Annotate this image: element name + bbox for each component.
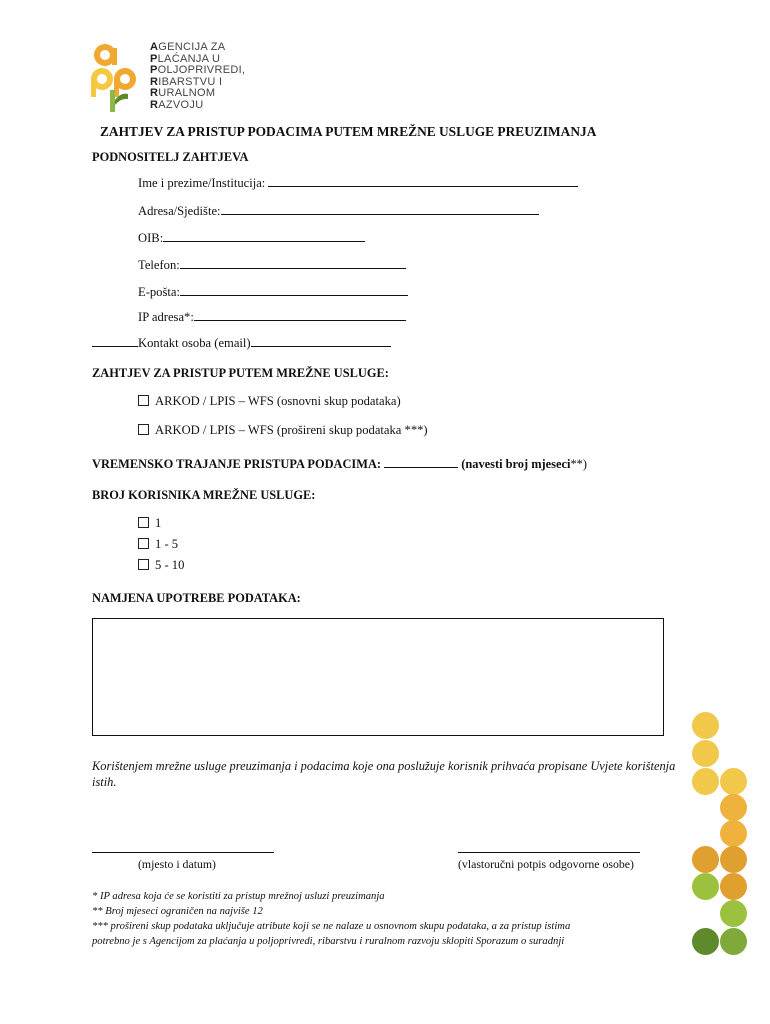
ip-field[interactable]	[138, 309, 406, 325]
decor-dot-icon	[720, 768, 747, 795]
service-option-extended[interactable]	[138, 423, 428, 438]
ip-line[interactable]	[194, 309, 406, 321]
duration-label: VREMENSKO TRAJANJE PRISTUPA PODACIMA:	[92, 457, 382, 471]
address-field[interactable]	[138, 203, 539, 219]
footnote-extended-2: potrebno je s Agencijom za plaćanja u poljoprivredi, ribarstvu i ruralnom razvoju sklopiti Sporazum o suradnji	[92, 936, 565, 947]
signature-line[interactable]	[458, 852, 640, 853]
contact-line-left[interactable]	[92, 335, 138, 347]
decor-dot-icon	[692, 928, 719, 955]
checkbox-icon[interactable]	[138, 424, 149, 435]
option-label: ARKOD / LPIS – WFS (osnovni skup podataka)	[155, 394, 401, 408]
option-label: 1 - 5	[155, 537, 179, 551]
address-label: Adresa/Sjedište:	[138, 204, 221, 218]
name-label: Ime i prezime/Institucija:	[138, 176, 269, 190]
phone-line[interactable]	[180, 257, 406, 269]
contact-field[interactable]	[92, 335, 391, 351]
terms-text: Korištenjem mrežne usluge preuzimanja i podacima koje ona poslužuje korisnik prihvaća propisane Uvjete korištenja istih.	[92, 759, 676, 789]
place-date-line[interactable]	[92, 852, 274, 853]
logo-line: PLAĆANJA U	[150, 52, 221, 65]
decor-dot-icon	[720, 873, 747, 900]
checkbox-icon[interactable]	[138, 517, 149, 528]
duration-hint: (navesti broj mjeseci	[461, 457, 571, 471]
email-field[interactable]	[138, 284, 408, 300]
purpose-textarea[interactable]	[92, 618, 664, 736]
service-option-basic[interactable]	[138, 394, 401, 409]
applicant-heading: PODNOSITELJ ZAHTJEVA	[92, 150, 249, 164]
footnote-months: ** Broj mjeseci ograničen na najviše 12	[92, 906, 263, 917]
email-label: E-pošta:	[138, 285, 180, 299]
name-line[interactable]	[268, 175, 578, 187]
decor-dot-icon	[720, 900, 747, 927]
option-label: 5 - 10	[155, 558, 185, 572]
logo-line: AGENCIJA ZA	[150, 41, 226, 53]
decor-dot-icon	[720, 820, 747, 847]
footnote-ip: * IP adresa koja će se koristiti za pristup mrežnoj usluzi preuzimanja	[92, 891, 385, 902]
ip-label: IP adresa*:	[138, 310, 194, 324]
contact-label: Kontakt osoba (email)	[138, 336, 251, 350]
checkbox-icon[interactable]	[138, 395, 149, 406]
logo-line: RIBARSTVU I	[150, 75, 223, 88]
decor-dot-icon	[720, 794, 747, 821]
option-label: ARKOD / LPIS – WFS (prošireni skup podataka ***)	[155, 423, 428, 437]
place-date-label: (mjesto i datum)	[138, 857, 216, 871]
decor-dot-icon	[692, 740, 719, 767]
logo-line: RURALNOM	[150, 87, 216, 99]
oib-line[interactable]	[163, 230, 365, 242]
logo-mark-icon	[88, 42, 146, 114]
address-line[interactable]	[221, 203, 539, 215]
option-label: 1	[155, 516, 162, 530]
duration-line[interactable]	[384, 456, 458, 468]
checkbox-icon[interactable]	[138, 538, 149, 549]
duration-hint-suffix: **)	[570, 457, 587, 471]
phone-label: Telefon:	[138, 258, 180, 272]
duration-row[interactable]	[92, 456, 587, 472]
decor-dot-icon	[692, 712, 719, 739]
purpose-heading: NAMJENA UPOTREBE PODATAKA:	[92, 591, 301, 605]
decor-dot-icon	[692, 846, 719, 873]
oib-field[interactable]	[138, 230, 365, 246]
name-field[interactable]	[138, 175, 578, 191]
oib-label: OIB:	[138, 231, 164, 245]
logo-line: POLJOPRIVREDI,	[150, 64, 246, 76]
contact-line-right[interactable]	[251, 335, 391, 347]
logo-line: RAZVOJU	[150, 98, 204, 111]
users-heading: BROJ KORISNIKA MREŽNE USLUGE:	[92, 488, 316, 502]
users-option-1[interactable]	[138, 516, 161, 531]
agency-logo	[88, 42, 258, 114]
phone-field[interactable]	[138, 257, 406, 273]
decor-dot-icon	[692, 768, 719, 795]
users-option-1-5[interactable]	[138, 537, 178, 552]
decor-dot-icon	[692, 873, 719, 900]
users-option-5-10[interactable]	[138, 558, 184, 573]
decor-dot-icon	[720, 928, 747, 955]
logo-text	[150, 42, 245, 111]
signature-label: (vlastoručni potpis odgovorne osobe)	[458, 857, 634, 871]
email-line[interactable]	[180, 284, 408, 296]
decor-dot-icon	[720, 846, 747, 873]
checkbox-icon[interactable]	[138, 559, 149, 570]
page-title: ZAHTJEV ZA PRISTUP PODACIMA PUTEM MREŽNE USLUGE PREUZIMANJA	[100, 124, 597, 139]
footnote-extended-1: *** prošireni skup podataka uključuje atribute koji se ne nalaze u osnovnom skupu podataka, a za pristup istima	[92, 921, 571, 932]
service-heading: ZAHTJEV ZA PRISTUP PUTEM MREŽNE USLUGE:	[92, 366, 389, 380]
